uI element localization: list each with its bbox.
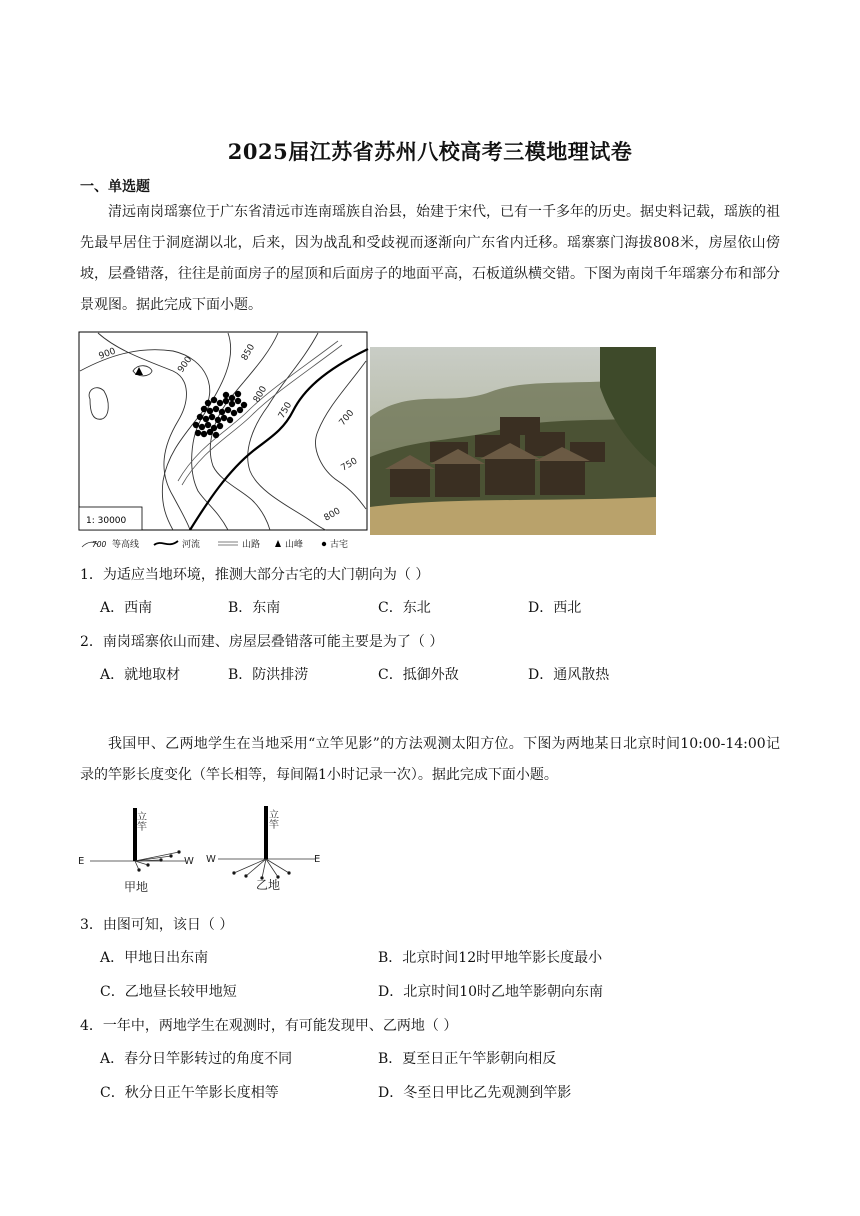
legend-house: 古宅 [330, 540, 349, 550]
contour-label: 700 [337, 408, 357, 428]
q2-option-a[interactable]: A．就地取材 [100, 667, 181, 683]
house-dot [231, 410, 237, 416]
map-scale: 1: 30000 [86, 516, 127, 526]
q1-option-a[interactable]: A．西南 [100, 600, 153, 616]
house-dot [213, 432, 219, 438]
house-dot [223, 398, 229, 404]
q3-option-d[interactable]: D．北京时间10时乙地竿影朝向东南 [378, 984, 604, 1000]
legend-river-symbol [154, 541, 178, 545]
legend-river: 河流 [182, 540, 201, 550]
house-dot [205, 400, 211, 406]
q2-option-d[interactable]: D．通风散热 [528, 667, 610, 683]
q3-option-b[interactable]: B．北京时间12时甲地竿影长度最小 [378, 950, 603, 966]
paper-title: 2025届江苏省苏州八校高考三模地理试卷 [227, 139, 633, 164]
contour-label: 850 [239, 342, 258, 363]
question-4: 4．一年中，两地学生在观测时，有可能发现甲、乙两地（ ） [80, 1018, 458, 1034]
legend-contour-sample: 700 [92, 540, 107, 549]
house-dot [215, 417, 221, 423]
house-dot [213, 406, 219, 412]
q3-option-c[interactable]: C．乙地昼长较甲地短 [100, 984, 237, 1000]
house-dot [217, 423, 223, 429]
house-dot [229, 401, 235, 407]
question-2: 2．南岗瑶寨依山而建、房屋层叠错落可能主要是为了（ ） [80, 634, 444, 650]
q1-option-c[interactable]: C．东北 [378, 600, 431, 616]
house-dot [241, 402, 247, 408]
contour-label: 800 [251, 384, 270, 405]
direction-e-b: E [314, 854, 321, 865]
house-dot [227, 417, 233, 423]
pole-label-a: 立竿 [134, 811, 146, 831]
q4-option-a[interactable]: A．春分日竿影转过的角度不同 [100, 1051, 293, 1067]
direction-w-a: W [184, 856, 194, 867]
legend-contour: 等高线 [112, 540, 140, 550]
q4-option-b[interactable]: B．夏至日正午竿影朝向相反 [378, 1051, 557, 1067]
place-label-b: 乙地 [256, 878, 281, 892]
house-dot [235, 391, 241, 397]
question-1: 1．为适应当地环境，推测大部分古宅的大门朝向为（ ） [80, 567, 430, 583]
q1-option-b[interactable]: B．东南 [228, 600, 281, 616]
shadow-figure [76, 800, 336, 900]
section-heading: 一、单选题 [80, 179, 150, 195]
house-dot [221, 415, 227, 421]
village-photo [370, 347, 656, 535]
legend-house-icon [322, 542, 326, 546]
direction-e-a: E [78, 856, 85, 867]
contour-label: 900 [176, 354, 195, 375]
house-dot [211, 397, 217, 403]
house-dot [195, 430, 201, 436]
contour-label: 750 [339, 456, 360, 474]
house-dot [235, 398, 241, 404]
q4-option-d[interactable]: D．冬至日甲比乙先观测到竿影 [378, 1085, 572, 1101]
house-dot [223, 392, 229, 398]
house-dot [197, 414, 203, 420]
contour-label: 750 [276, 400, 295, 421]
house-dot [219, 409, 225, 415]
q4-option-c[interactable]: C．秋分日正午竿影长度相等 [100, 1085, 279, 1101]
house-dot [205, 422, 211, 428]
q1-option-d[interactable]: D．西北 [528, 600, 582, 616]
house-dot [209, 414, 215, 420]
legend-road: 山路 [242, 540, 261, 550]
q2-option-c[interactable]: C．抵御外敌 [378, 667, 459, 683]
contour-label: 900 [97, 346, 118, 362]
house-dot [207, 429, 213, 435]
topo-map [78, 331, 370, 553]
house-dot [229, 395, 235, 401]
passage-2: 我国甲、乙两地学生在当地采用“立竿见影”的方法观测太阳方位。下图为两地某日北京时间10:00-14:00记录的竿影长度变化（竿长相等，每间隔1小时记录一次）。据此完成下面小题。 [80, 736, 780, 783]
legend-peak-icon [275, 540, 281, 547]
house-dot [199, 424, 205, 430]
q3-option-a[interactable]: A．甲地日出东南 [100, 950, 209, 966]
question-3: 3．由图可知，该日（ ） [80, 917, 234, 933]
direction-w-b: W [206, 854, 216, 865]
house-dot [203, 416, 209, 422]
place-label-a: 甲地 [124, 880, 149, 894]
house-dot [217, 400, 223, 406]
house-dot [201, 431, 207, 437]
passage-1: 清远南岗瑶寨位于广东省清远市连南瑶族自治县，始建于宋代，已有一千多年的历史。据史料记载，瑶族的祖先最早居住于洞庭湖以北，后来，因为战乱和受歧视而逐渐向广东省内迁移。瑶寨寨门海拔808米，房屋依山傍坡，层叠错落，往往是前面房子的屋顶和后面房子的地面平高，石板道纵横交错。下图为南岗千年瑶寨分布和部分景观图。据此完成下面小题。 [80, 204, 780, 313]
legend-peak: 山峰 [285, 540, 304, 550]
house-dot [207, 408, 213, 414]
house-dot [237, 407, 243, 413]
q2-option-b[interactable]: B．防洪排涝 [228, 667, 309, 683]
house-dot [225, 407, 231, 413]
pole-label-b: 立竿 [266, 809, 278, 829]
house-dot [193, 422, 199, 428]
contour-label: 800 [322, 506, 343, 524]
house-dot [201, 406, 207, 412]
